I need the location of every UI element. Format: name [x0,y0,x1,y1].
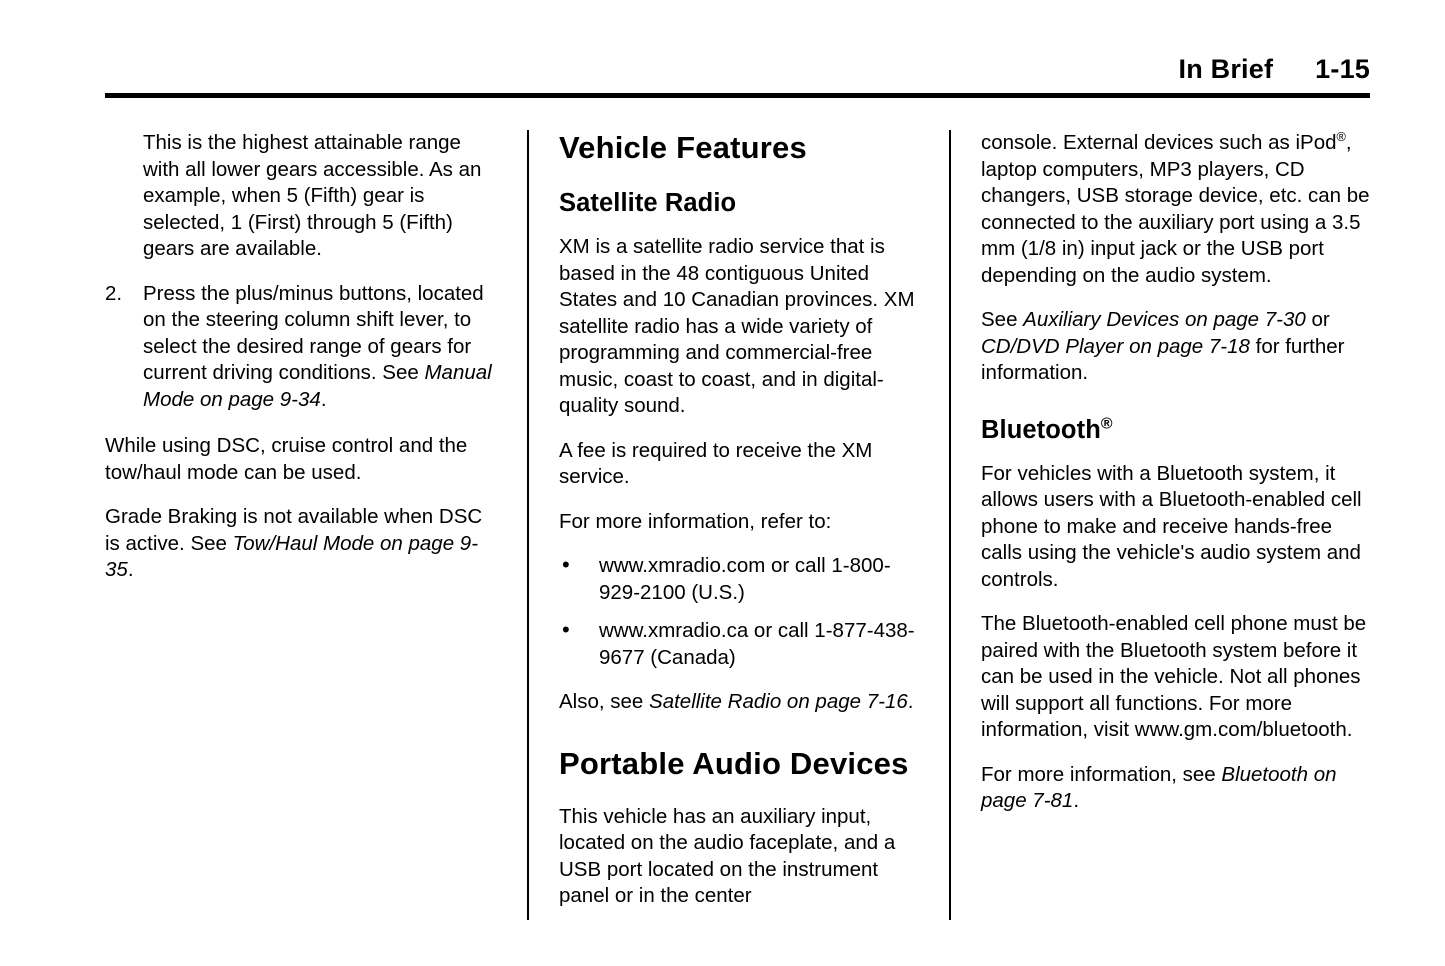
paragraph-console-devices [981,130,1373,289]
bt-reference: Bluetooth on page 7-81 [981,762,1337,812]
bullet-item-canada [559,618,925,671]
column-right [949,130,1373,920]
header-divider-rule [105,93,1370,98]
bullet-list-xm-contacts [559,553,925,671]
numbered-list [105,281,499,414]
see-text-mid: or [1305,308,1330,331]
bt-more-text2: . [1073,789,1080,812]
bluetooth-heading-text: Bluetooth [981,415,1101,444]
heading-vehicle-features: Vehicle Features [559,130,807,165]
heading-satellite-radio: Satellite Radio [559,189,737,217]
header-title-row [105,52,1370,86]
page-number: 1-15 [1315,54,1370,84]
paragraph-bluetooth-pairing: The Bluetooth-enabled cell phone must be paired with the Bluetooth system before it can be used in the vehicle. Not all phones will support all functions. For more information, visit www.gm.com/bluetooth. [981,612,1367,741]
list-item-text [143,282,492,411]
paragraph-grade-braking [105,504,499,584]
paragraph-bluetooth-more-info [981,762,1373,815]
also-see-text2: . [907,690,914,713]
list-item-2 [105,281,499,414]
paragraph-more-info: For more information, refer to: [559,509,832,533]
grade-braking-text1: Grade Braking is not available when DSC is active. See [105,505,483,555]
bullet-dot-icon: • [562,617,570,642]
list-item-text-part1: Press the plus/minus buttons, located on the steering column shift lever, to select the desired range of gears for current driving conditions. See [143,281,484,384]
bullet-item-text: www.xmradio.ca or call 1-877-438-9677 (Canada) [599,619,915,669]
paragraph-dsc-cruise: While using DSC, cruise control and the tow/haul mode can be used. [105,434,468,484]
paragraph-see-auxiliary [981,307,1373,387]
registered-trademark-symbol: ® [1336,129,1346,145]
column-middle [527,130,949,920]
page-columns [105,130,1373,920]
also-see-reference: Satellite Radio on page 7-16 [649,690,908,713]
see-reference-cd-dvd-player: CD/DVD Player on page 7-18 [981,334,1250,358]
console-text2: , laptop computers, MP3 players, CD changers, USB storage device, etc. can be connected to the auxiliary port using a 3.5 mm (1/8 in) input jack or the USB port depending on the audio system. [981,131,1370,287]
grade-braking-reference: Tow/Haul Mode on page 9-35 [105,531,479,581]
paragraph-highest-range: This is the highest attainable range with all lower gears accessible. As an example, when 5 (Fifth) gear is selected, 1 (First) through 5 (Fifth) gears are available. [143,131,482,260]
paragraph-aux-input: This vehicle has an auxiliary input, located on the audio faceplate, and a USB port located on the instrument panel or in the center [559,804,896,907]
list-item-reference: Manual Mode on page 9-34 [143,361,492,411]
heading-bluetooth [981,415,1373,445]
registered-trademark-symbol: ® [1100,415,1113,432]
list-item-number: 2. [105,281,123,305]
list-item-text-part2: . [320,387,327,411]
page-header [105,52,1370,100]
bullet-dot-icon: • [562,552,570,577]
paragraph-bluetooth-overview: For vehicles with a Bluetooth system, it allows users with a Bluetooth-enabled cell phone to make and receive hands-free calls using the vehicle's audio system and controls. [981,461,1362,591]
bullet-item-text: www.xmradio.com or call 1-800-929-2100 (U.S.) [599,554,891,604]
column-left [105,130,527,920]
heading-portable-audio-devices: Portable Audio Devices [559,745,909,781]
see-text1: See [981,308,1024,331]
paragraph-also-see [559,689,925,716]
console-text1: console. External devices such as iPod [981,131,1337,154]
see-reference-auxiliary-devices: Auxiliary Devices on page 7-30 [1023,308,1306,331]
also-see-text1: Also, see [559,690,650,713]
grade-braking-text2: . [127,558,134,581]
header-section-title: In Brief [1178,54,1274,84]
paragraph-xm-description: XM is a satellite radio service that is based in the 48 contiguous United States and 10 Canadian provinces. XM satellite radio has a wide variety of programming and commercial-free music, coast to coast, and in digital-quality sound. [559,235,915,417]
paragraph-xm-fee: A fee is required to receive the XM service. [559,438,873,488]
bullet-item-us [559,553,925,606]
see-text2: for further information. [981,334,1345,384]
bt-more-text1: For more information, see [981,762,1222,786]
